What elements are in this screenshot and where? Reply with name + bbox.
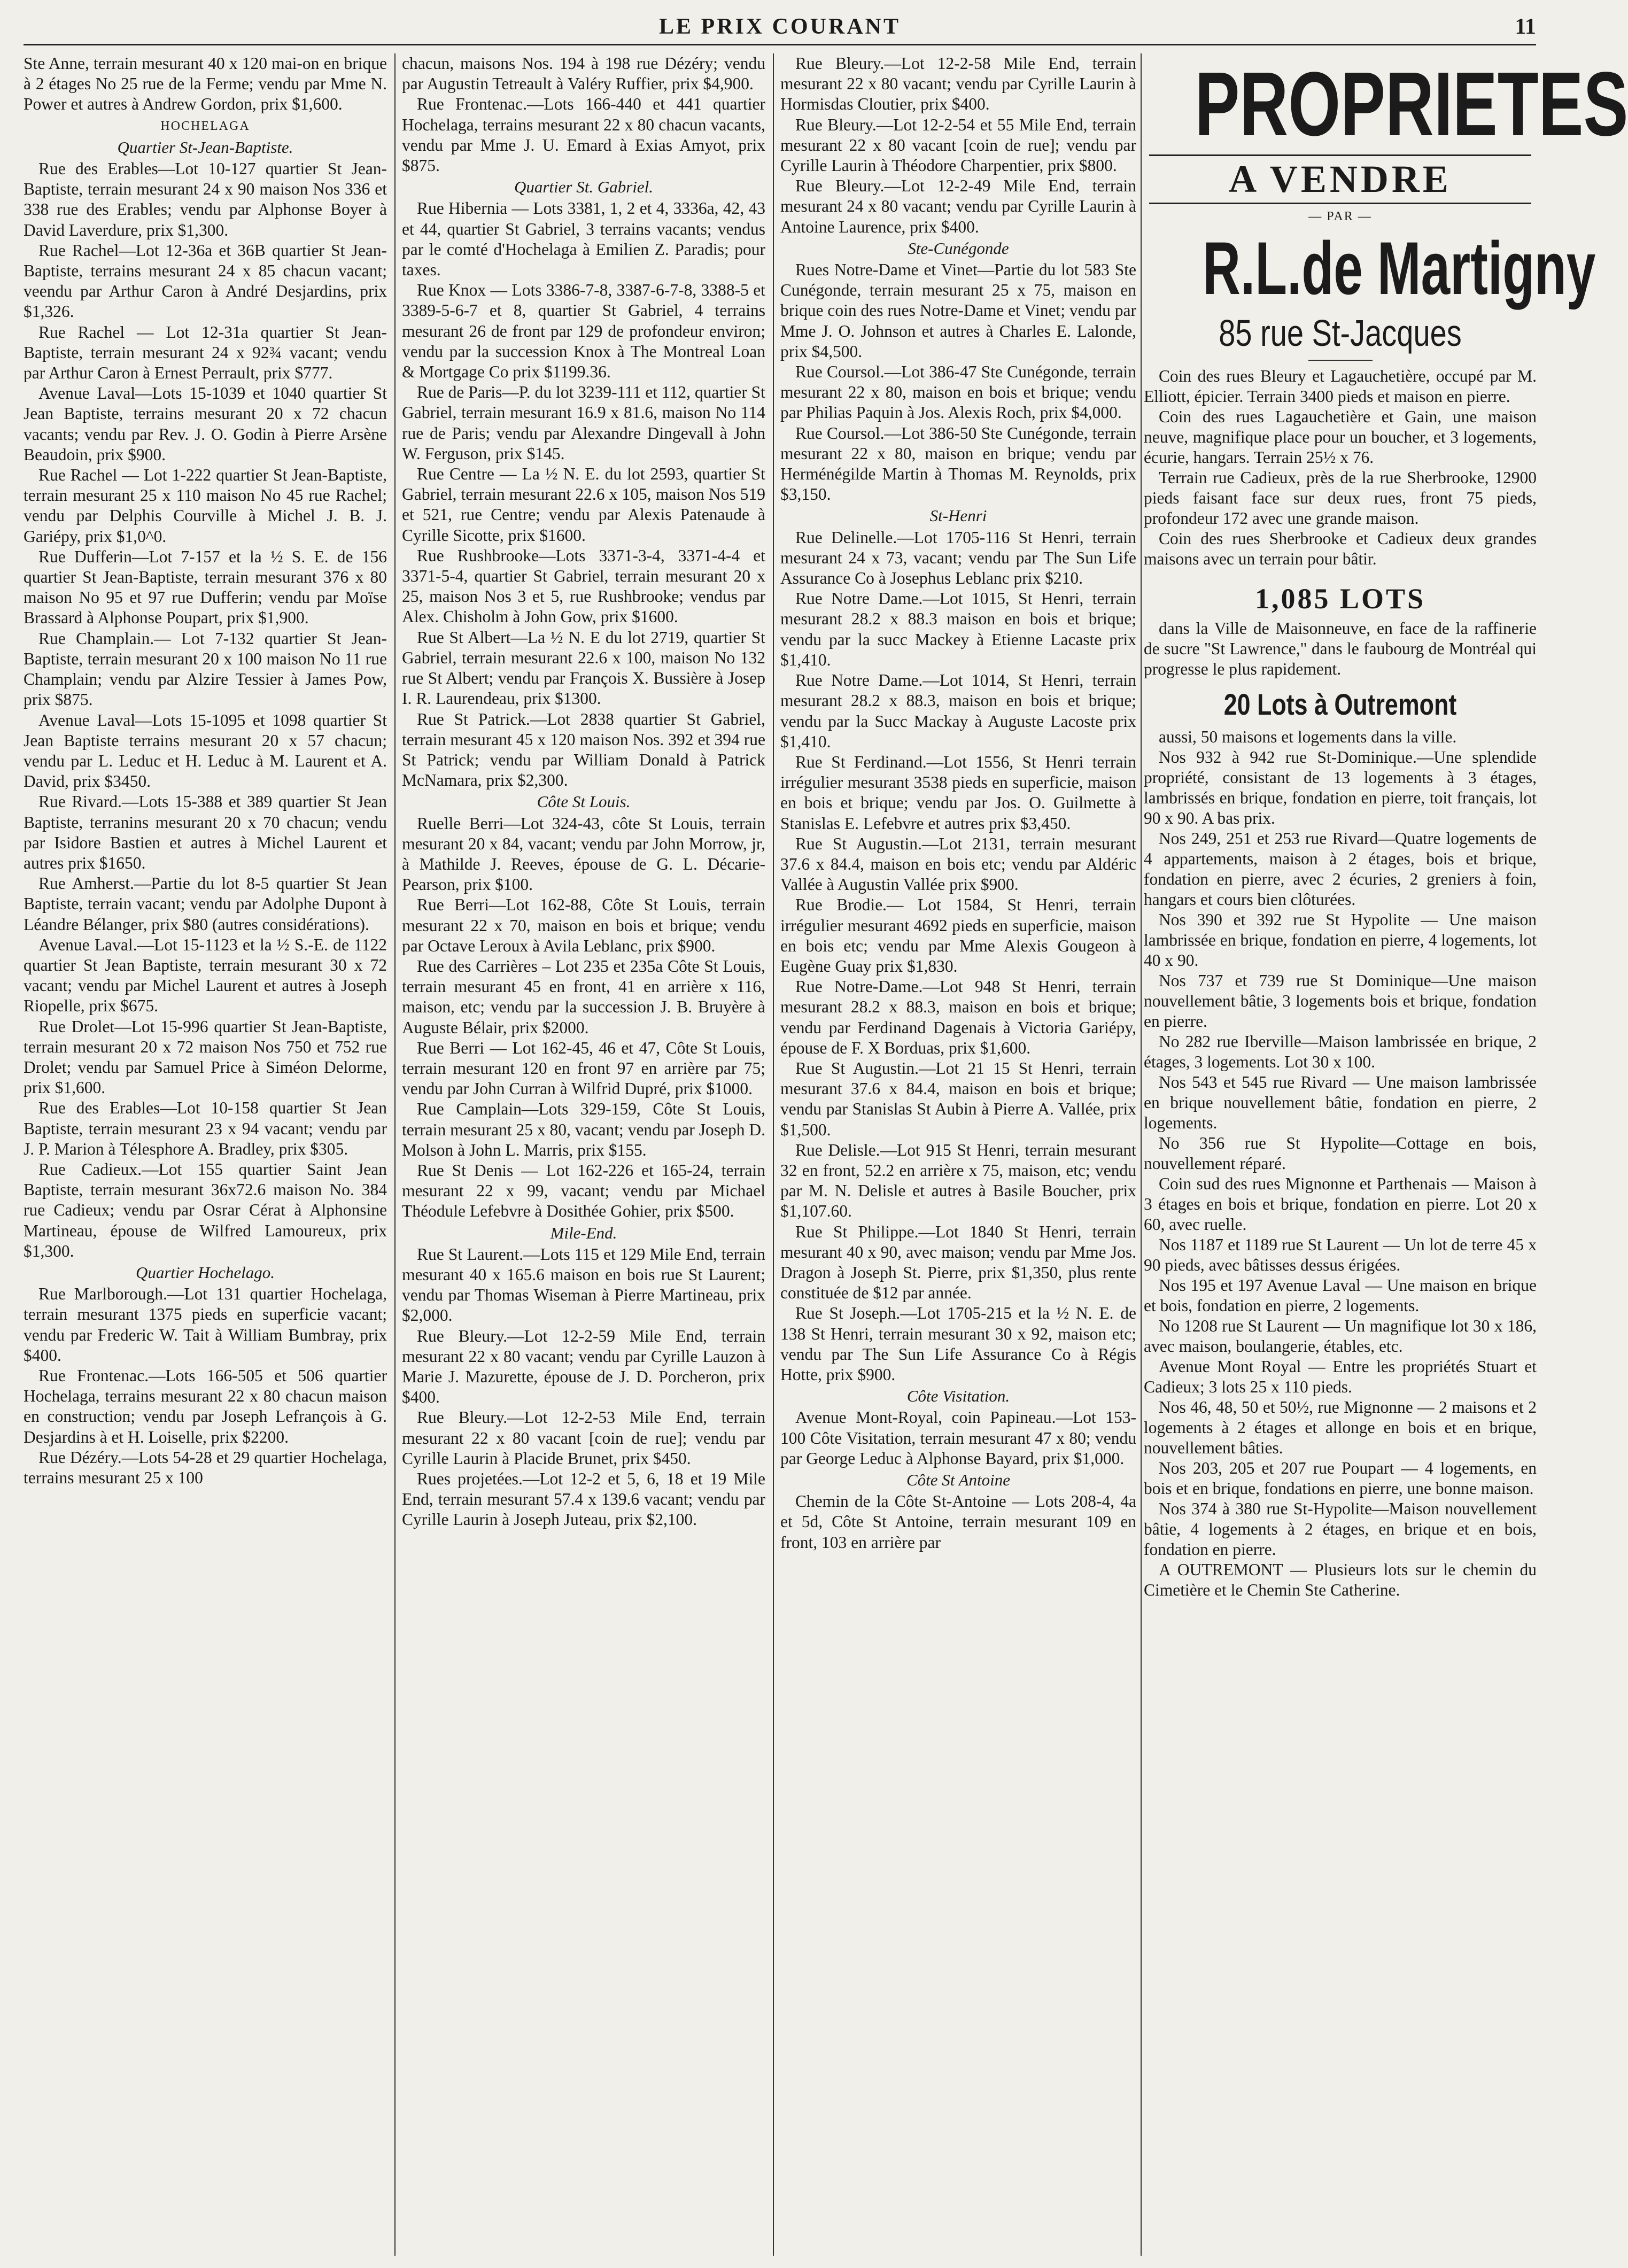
sale-entry: Rue St Denis — Lot 162-226 et 165-24, terrain mesurant 22 x 99, vacant; vendu par Michael Théodule Lefebvre à Dosithée Gohier, prix $500. — [402, 1160, 765, 1221]
sale-entry: Rue Bleury.—Lot 12-2-58 Mile End, terrain mesurant 22 x 80 vacant; vendu par Cyrille Laurin à Hormisdas Cloutier, prix $400. — [780, 54, 1136, 114]
sale-entry: Rue de Paris—P. du lot 3239-111 et 112, quartier St Gabriel, terrain mesurant 16.9 x 81.6, maison No 114 rue de Paris; vendu par Alexandre Dingevall à John W. Ferguson, prix $145. — [402, 383, 765, 463]
sale-entry: Rue St Ferdinand.—Lot 1556, St Henri terrain irrégulier mesurant 3538 pieds en superficie, maison en bois et brique; vendu par Jos. O. Guilmette à Stanislas E. Lefebvre et autres prix $3,450. — [780, 752, 1136, 833]
sale-entry: Rue des Erables—Lot 10-127 quartier St Jean-Baptiste, terrain mesurant 24 x 90 maison Nos 336 et 338 rue des Erables; vendu par Alphonse Boyer à David Laverdure, prix $1,300. — [24, 159, 387, 239]
sale-entry: Rue Coursol.—Lot 386-47 Ste Cunégonde, terrain mesurant 22 x 80, maison en bois et brique; vendu par Philias Paquin à Jos. Alexis Roch, prix $4,000. — [780, 362, 1136, 422]
ad-listing: Nos 374 à 380 rue St-Hypolite—Maison nouvellement bâtie, 4 logements à 2 étages, en brique et en bois, fondation en pierre. — [1144, 1499, 1537, 1559]
ad-listings-bottom — [1144, 727, 1537, 1600]
ad-headline: PROPRIETES — [1195, 53, 1628, 155]
section-heading: Quartier St. Gabriel. — [514, 177, 654, 197]
sale-entry: Chemin de la Côte St-Antoine — Lots 208-4, 4a et 5d, Côte St Antoine, terrain mesurant 109 en front, 103 en arrière par — [780, 1492, 1136, 1552]
sale-entry: Rue Brodie.— Lot 1584, St Henri, terrain irrégulier mesurant 4692 pieds en superficie, maison en bois etc; vendu par Mme Alexis Gougeon à Eugène Guay prix $1,830. — [780, 895, 1136, 976]
section-heading: Quartier St-Jean-Baptiste. — [117, 137, 293, 157]
ad-listing: Avenue Mont Royal — Entre les propriétés Stuart et Cadieux; 3 lots 25 x 110 pieds. — [1144, 1357, 1537, 1396]
section-heading: St-Henri — [929, 506, 987, 525]
sale-entry: Rue des Erables—Lot 10-158 quartier St Jean Baptiste, terrain mesurant 23 x 94 vacant; vendu par J. P. Marion à Télesphore A. Bradley, prix $305. — [24, 1098, 387, 1158]
ad-par: — PAR — — [1308, 210, 1372, 223]
ad-listing: Nos 249, 251 et 253 rue Rivard—Quatre logements de 4 appartements, maison à 2 étages, bois et brique, fondation en pierre, avec 2 écuries, 2 greniers à foin, hangars et cours bien clôturées. — [1144, 829, 1537, 909]
ad-listing: No 1208 rue St Laurent — Un magnifique lot 30 x 186, avec maison, boulangerie, étables, etc. — [1144, 1317, 1537, 1356]
ad-listing: Nos 932 à 942 rue St-Dominique.—Une splendide propriété, consistant de 13 logements à 3 étages, lambrissés en brique, fondation en pierre, toit français, lot 90 x 90. A bas prix. — [1144, 748, 1537, 827]
sale-entry: Rue St Joseph.—Lot 1705-215 et la ½ N. E. de 138 St Henri, terrain mesurant 30 x 92, maison etc; vendu par The Sun Life Assurance Co à Régis Hotte, prix $900. — [780, 1304, 1136, 1384]
sale-entry: Rue Hibernia — Lots 3381, 1, 2 et 4, 3336a, 42, 43 et 44, quartier St Gabriel, 3 terrains vacants; vendus par le comté d'Hochelaga à Emilien Z. Paradis; pour taxes. — [402, 199, 765, 280]
ad-listing: Terrain rue Cadieux, près de la rue Sherbrooke, 12900 pieds faisant face sur deux rues, front 75 pieds, profondeur 172 avec une grande maison. — [1144, 468, 1537, 528]
page-number: 11 — [1515, 14, 1536, 39]
column-rule — [773, 53, 774, 2256]
ad-address: 85 rue St-Jacques — [1219, 312, 1462, 354]
ad-listing: Nos 390 et 392 rue St Hypolite — Une maison lambrissée en brique, fondation en pierre, 4 logements, lot 40 x 90. — [1144, 910, 1537, 970]
ad-listing: Nos 543 et 545 rue Rivard — Une maison lambrissée en brique nouvellement bâtie, fondation en pierre, 2 logements. — [1144, 1073, 1537, 1132]
ad-agent-name: R.L.de Martigny — [1203, 226, 1596, 310]
column-rule — [1141, 53, 1142, 2256]
sale-entry: Rue Centre — La ½ N. E. du lot 2593, quartier St Gabriel, terrain mesurant 22.6 x 105, maison Nos 519 et 521, rue Centre; vendu par Alexis Patenaude à Cyrille Sicotte, prix $1600. — [402, 465, 765, 545]
section-heading: Côte St Louis. — [537, 792, 631, 811]
sale-entry: Rue St Augustin.—Lot 2131, terrain mesurant 37.6 x 84.4, maison en bois etc; vendu par Aldéric Vallée à Augustin Vallée prix $900. — [780, 834, 1136, 894]
sale-entry: Rue Marlborough.—Lot 131 quartier Hochelaga, terrain mesurant 1375 pieds en superficie vacant; vendu par Frederic W. Tait à William Bumbray, prix $400. — [24, 1284, 387, 1365]
sale-entry: Rue Delinelle.—Lot 1705-116 St Henri, terrain mesurant 24 x 73, vacant; vendu par The Sun Life Assurance Co à Josephus Leblanc prix $210. — [780, 528, 1136, 588]
sale-entry: Rue des Carrières – Lot 235 et 235a Côte St Louis, terrain mesurant 45 en front, 41 en arrière x 116, maison, etc; vendu par la succession J. B. Bruyère à Auguste Bélair, prix $2000. — [402, 956, 765, 1037]
ad-listing: Coin des rues Lagauchetière et Gain, une maison neuve, magnifique place pour un boucher, et 3 logements, écurie, hangars. Terrain 25½ x 76. — [1144, 407, 1537, 467]
sale-entry: Rue Rivard.—Lots 15-388 et 389 quartier St Jean Baptiste, terranins mesurant 20 x 70 chacun; vendu par Isidore Bastien et autres à Michel Laurent et autres prix $1650. — [24, 792, 387, 872]
ad-divider — [1308, 360, 1373, 361]
sale-entry: Rue St Laurent.—Lots 115 et 129 Mile End, terrain mesurant 40 x 165.6 maison en bois rue St Laurent; vendu par Thomas Wiseman à Pierre Martineau, prix $2,000. — [402, 1244, 765, 1325]
sale-entry: Rue Bleury.—Lot 12-2-59 Mile End, terrain mesurant 22 x 80 vacant; vendu par Cyrille Lauzon à Marie J. Mazurette, épouse de J. D. Porcheron, prix $400. — [402, 1326, 765, 1407]
sale-entry: Rue St Augustin.—Lot 21 15 St Henri, terrain mesurant 37.6 x 84.4, maison en bois et brique; vendu par Stanislas St Aubin à Pierre A. Vallée, prix $1,500. — [780, 1058, 1136, 1139]
sale-entry: Avenue Laval—Lots 15-1039 et 1040 quartier St Jean Baptiste, terrains mesurant 20 x 72 chacun vacants; vendu par Rev. J. O. Godin à Pierre Arsène Beaudoin, prix $900. — [24, 384, 387, 464]
sale-entry: Ste Anne, terrain mesurant 40 x 120 mai-on en brique à 2 étages No 25 rue de la Ferme; vendu par Mme N. Power et autres à Andrew Gordon, prix $1,600. — [24, 54, 387, 114]
column-rule — [394, 53, 396, 2256]
sale-entry: Rue Berri—Lot 162-88, Côte St Louis, terrain mesurant 22 x 70, maison en bois et brique; vendu par Octave Leroux à Avila Leblanc, prix $900. — [402, 895, 765, 955]
sale-entry: Ruelle Berri—Lot 324-43, côte St Louis, terrain mesurant 20 x 84, vacant; vendu par John Morrow, jr, à Mathilde J. Reeves, épouse de G. L. Décarie-Pearson, prix $100. — [402, 814, 765, 894]
sale-entry: Rue Bleury.—Lot 12-2-49 Mile End, terrain mesurant 24 x 80 vacant; vendu par Cyrille Laurin à Antoine Laurence, prix $400. — [780, 176, 1136, 236]
section-heading: Mile-End. — [550, 1223, 617, 1242]
sale-entry: Rue Drolet—Lot 15-996 quartier St Jean-Baptiste, terrain mesurant 20 x 72 maison Nos 750 et 752 rue Drolet; vendu par Samuel Price à Siméon Delorme, prix $1,600. — [24, 1017, 387, 1097]
sale-entry: Rues Notre-Dame et Vinet—Partie du lot 583 Ste Cunégonde, terrain mesurant 25 x 75, maison en brique coin des rues Notre-Dame et Vinet; vendu par Mme J. O. Johnson et autres à Charles E. Lalonde, prix $4,500. — [780, 260, 1136, 361]
sale-entry: Rue St Patrick.—Lot 2838 quartier St Gabriel, terrain mesurant 45 x 120 maison Nos. 392 et 394 rue St Patrick; vendu par William Donald à Patrick McNamara, prix $2,300. — [402, 709, 765, 790]
sale-entry: Rue Rushbrooke—Lots 3371-3-4, 3371-4-4 et 3371-5-4, quartier St Gabriel, terrain mesurant 20 x 25, maison Nos 3 et 5, rue Rushbrooke; vendus par Alex. Chisholm à John Gow, prix $1600. — [402, 546, 765, 626]
ad-lots-title: 1,085 LOTS — [1254, 583, 1426, 615]
sale-entry: Rue Frontenac.—Lots 166-440 et 441 quartier Hochelaga, terrains mesurant 22 x 80 chacun vacants, vendu par Mme J. U. Emard à Exias Amyot, prix $875. — [402, 95, 765, 175]
sale-entry: Avenue Laval.—Lot 15-1123 et la ½ S.-E. de 1122 quartier St Jean Baptiste, terrain mesurant 30 x 72 vacant; vendu par Michel Laurent et autres à Joseph Riopelle, prix $675. — [24, 935, 387, 1016]
ad-listing: aussi, 50 maisons et logements dans la ville. — [1159, 727, 1457, 746]
section-heading: Côte St Antoine — [906, 1470, 1011, 1490]
sale-entry: chacun, maisons Nos. 194 à 198 rue Dézéry; vendu par Augustin Tetreault à Valéry Ruffier, prix $4,900. — [402, 54, 765, 94]
text-column-3 — [780, 53, 1136, 2256]
ad-listings-top — [1144, 366, 1537, 569]
ad-listing: Nos 195 et 197 Avenue Laval — Une maison en brique et bois, fondation en pierre, 2 logements. — [1144, 1276, 1537, 1315]
ad-listing: Coin des rues Bleury et Lagauchetière, occupé par M. Elliott, épicier. Terrain 3400 pieds et maison en pierre. — [1144, 367, 1537, 406]
ad-listing: Nos 203, 205 et 207 rue Poupart — 4 logements, en bois et en brique, fondations en pierre, une bonne maison. — [1144, 1459, 1537, 1498]
sale-entry: Rue Dézéry.—Lots 54-28 et 29 quartier Hochelaga, terrains mesurant 25 x 100 — [24, 1448, 387, 1488]
ad-subhead: A VENDRE — [1149, 154, 1531, 204]
ad-listing: Nos 46, 48, 50 et 50½, rue Mignonne — 2 maisons et 2 logements à 2 étages et allonge en bois et en brique, nouvellement bâties. — [1144, 1398, 1537, 1457]
sale-entry: Rue Notre Dame.—Lot 1014, St Henri, terrain mesurant 28.2 x 88.3, maison en bois et brique; vendu par la Succ Mackay à Auguste Lacoste prix $1,410. — [780, 671, 1136, 751]
ad-listing: Coin sud des rues Mignonne et Parthenais — Maison à 3 étages en bois et brique, fondation en pierre. Lot 20 x 60, avec ruelle. — [1144, 1174, 1537, 1234]
sale-entry: Rue Knox — Lots 3386-7-8, 3387-6-7-8, 3388-5 et 3389-5-6-7 et 8, quartier St Gabriel, 4 terrains mesurant 26 de front par 129 de profondeur environ; vendu par la succession Knox à The Montreal Loan & Mortgage Co prix $1199.36. — [402, 281, 765, 382]
ad-listing: A OUTREMONT — Plusieurs lots sur le chemin du Cimetière et le Chemin Ste Catherine. — [1144, 1560, 1537, 1599]
sale-entry: Rue Bleury.—Lot 12-2-53 Mile End, terrain mesurant 22 x 80 vacant [coin de rue]; vendu par Cyrille Laurin à Placide Brunet, prix $450. — [402, 1408, 765, 1468]
ad-listing: Nos 737 et 739 rue St Dominique—Une maison nouvellement bâtie, 3 logements bois et brique, fondation en pierre. — [1144, 971, 1537, 1031]
ad-listing: Coin des rues Sherbrooke et Cadieux deux grandes maisons avec un terrain pour bâtir. — [1144, 529, 1537, 568]
text-column-2 — [402, 53, 765, 2256]
sale-entry: Rue Frontenac.—Lots 166-505 et 506 quartier Hochelaga, terrains mesurant 22 x 80 chacun maison en construction; vendu par Joseph Lefrançois à G. Desjardins à et H. Loiselle, prix $2200. — [24, 1366, 387, 1446]
sale-entry: Rue Notre-Dame.—Lot 948 St Henri, terrain mesurant 28.2 x 88.3, maison en bois et brique; vendu par Ferdinand Dagenais à Victoria Gariépy, épouse de F. X Borduas, prix $1,600. — [780, 977, 1136, 1057]
sale-entry: Rue Cadieux.—Lot 155 quartier Saint Jean Baptiste, terrain mesurant 36x72.6 maison No. 384 rue Cadieux; vendu par Osrar Cérat à Alphonsine Martineau, épouse de Wilfred Lamoureux, prix $1,300. — [24, 1159, 387, 1260]
sale-entry: Rue Berri — Lot 162-45, 46 et 47, Côte St Louis, terrain mesurant 120 en front 97 en arrière par 75; vendu par John Curran à Wilfrid Dupré, prix $1000. — [402, 1038, 765, 1098]
sale-entry: Rue Coursol.—Lot 386-50 Ste Cunégonde, terrain mesurant 22 x 80, maison en brique; vendu par Herménégilde Martin à Thomas M. Reynolds, prix $3,150. — [780, 423, 1136, 504]
section-heading: Quartier Hochelago. — [135, 1263, 275, 1282]
sale-entry: Avenue Laval—Lots 15-1095 et 1098 quartier St Jean Baptiste terrains mesurant 20 x 57 chacun; vendu par L. Leduc et H. Leduc à M. Laurent et A. David, prix $3450. — [24, 710, 387, 791]
sale-entry: Rues projetées.—Lot 12-2 et 5, 6, 18 et 19 Mile End, terrain mesurant 57.4 x 139.6 vacant; vendu par Cyrille Laurin à Joseph Juteau, prix $2,100. — [402, 1469, 765, 1529]
sale-entry: Rue St Philippe.—Lot 1840 St Henri, terrain mesurant 40 x 90, avec maison; vendu par Mme Jos. Dragon à Joseph St. Pierre, prix $1,350, plus rente constituée de $12 par année. — [780, 1222, 1136, 1303]
sale-entry: Rue Bleury.—Lot 12-2-54 et 55 Mile End, terrain mesurant 22 x 80 vacant [coin de rue]; vendu par Cyrille Laurin à Théodore Charpentier, prix $800. — [780, 115, 1136, 175]
text-column-1 — [24, 53, 387, 2256]
section-heading: HOCHELAGA — [160, 119, 250, 133]
sale-entry: Rue Rachel — Lot 1-222 quartier St Jean-Baptiste, terrain mesurant 25 x 110 maison No 45 rue Rachel; vendu par Delphis Courville à Michel J. B. J. Gariépy, prix $1,0^0. — [24, 466, 387, 546]
ad-listing: Nos 1187 et 1189 rue St Laurent — Un lot de terre 45 x 90 pieds, avec bâtisses dessus érigées. — [1144, 1235, 1537, 1274]
sale-entry: Rue Rachel—Lot 12-36a et 36B quartier St Jean-Baptiste, terrains mesurant 24 x 85 chacun vacant; veendu par Arthur Caron à André Desjardins, prix $1,326. — [24, 241, 387, 321]
sale-entry: Rue Amherst.—Partie du lot 8-5 quartier St Jean Baptiste, terrain vacant; vendu par Adolphe Dupont à Léandre Bélanger, prix $80 (autres considérations). — [24, 874, 387, 934]
sale-entry: Avenue Mont-Royal, coin Papineau.—Lot 153-100 Côte Visitation, terrain mesurant 47 x 80; vendu par George Leduc à Alphonse Bayard, prix $1,000. — [780, 1408, 1136, 1468]
sale-entry: Rue St Albert—La ½ N. E du lot 2719, quartier St Gabriel, terrain mesurant 22.6 x 100, maison No 132 rue St Albert; vendu par François X. Bussière à Josep I. R. Laurendeau, prix $1300. — [402, 628, 765, 708]
section-heading: Côte Visitation. — [906, 1387, 1010, 1406]
page-header — [24, 11, 1536, 45]
sale-entry: Rue Delisle.—Lot 915 St Henri, terrain mesurant 32 en front, 52.2 en arrière x 75, maison, etc; vendu par M. N. Delisle et autres à Basile Boucher, prix $1,107.60. — [780, 1140, 1136, 1221]
sale-entry: Rue Rachel — Lot 12-31a quartier St Jean-Baptiste, terrain mesurant 24 x 92¾ vacant; vendu par Arthur Caron à Ernest Perrault, prix $777. — [24, 322, 387, 383]
section-heading: Ste-Cunégonde — [908, 238, 1009, 258]
sale-entry: Rue Dufferin—Lot 7-157 et la ½ S. E. de 156 quartier St Jean-Baptiste, terrain mesurant 376 x 80 maison No 95 et 97 rue Dufferin; vendu par Moïse Brassard à Alphonse Poupart, prix $1,900. — [24, 547, 387, 628]
newspaper-title: LE PRIX COURANT — [658, 14, 901, 39]
ad-listing: No 356 rue St Hypolite—Cottage en bois, nouvellement réparé. — [1144, 1134, 1537, 1173]
real-estate-advertisement — [1144, 53, 1628, 2256]
sale-entry: Rue Camplain—Lots 329-159, Côte St Louis, terrain mesurant 25 x 80, vacant; vendu par Joseph D. Molson à John L. Marris, prix $155. — [402, 1100, 765, 1159]
sale-entry: Rue Champlain.— Lot 7-132 quartier St Jean-Baptiste, terrain mesurant 20 x 100 maison No 11 rue Champlain; vendu par Alzire Tessier à James Pow, prix $875. — [24, 629, 387, 709]
ad-outremont-title: 20 Lots à Outremont — [1223, 687, 1457, 721]
ad-listing: No 282 rue Iberville—Maison lambrissée en brique, 2 étages, 3 logements. Lot 30 x 100. — [1144, 1032, 1537, 1071]
sale-entry: Rue Notre Dame.—Lot 1015, St Henri, terrain mesurant 28.2 x 88.3 maison en bois et brique; vendu par la succ Mackey à Etienne Lacaste prix $1,410. — [780, 589, 1136, 669]
ad-lots-text: dans la Ville de Maisonneuve, en face de la raffinerie de sucre "St Lawrence," dans le faubourg de Montréal qui progresse le plus rapidement. — [1144, 619, 1537, 678]
